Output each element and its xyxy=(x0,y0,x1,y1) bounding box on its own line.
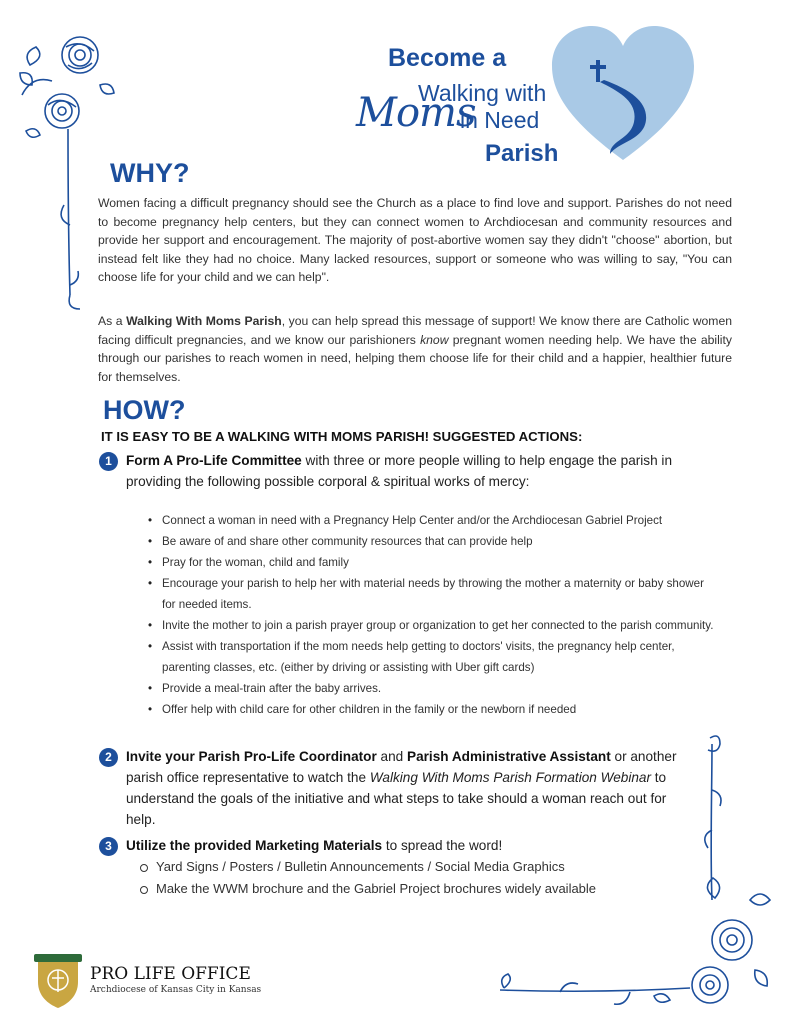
step-3-sub-list xyxy=(140,856,700,900)
step-1-bullet-item: • Connect a woman in need with a Pregnancy Help Center and/or the Archdiocesan Gabriel Project xyxy=(148,510,718,531)
title-become-a: Become a xyxy=(388,44,507,72)
step-1-bullet-item: • Be aware of and share other community resources that can provide help xyxy=(148,531,718,552)
step-3-sub-item: Make the WWM brochure and the Gabriel Project brochures widely available xyxy=(140,878,700,900)
pro-life-office-name: PRO LIFE OFFICE xyxy=(90,964,251,984)
step-1-bullet-item: • Offer help with child care for other children in the family or the newborn if needed xyxy=(148,699,718,720)
step-2-text: Invite your Parish Pro-Life Coordinator and Parish Administrative Assistant or another parish office representative to watch the Walking With Moms Parish Formation Webinar to understand the goals of the initiative and what steps to take should a woman reach out for help. xyxy=(126,749,677,827)
title-moms: Moms xyxy=(356,90,476,136)
walking-with-moms-parish-bold: Walking With Moms Parish xyxy=(126,314,282,328)
step-1-bullet-item: • Invite the mother to join a parish prayer group or organization to get her connected to the parish community. xyxy=(148,615,718,636)
title-walking-with: Walking with xyxy=(418,80,547,106)
title-in-need: in Need xyxy=(460,107,540,133)
step-1-number-badge: 1 xyxy=(99,452,118,471)
step-1-bullet-item: • Pray for the woman, child and family xyxy=(148,552,718,573)
step-3-text: Utilize the provided Marketing Materials to spread the word! xyxy=(126,838,503,853)
step-1-bullet-item: • Assist with transportation if the mom needs help getting to doctors' visits, the pregnancy help center, parenting classes, etc. (either by driving or assisting with Uber gift cards) xyxy=(148,636,718,678)
archdiocese-name: Archdiocese of Kansas City in Kansas xyxy=(90,985,262,995)
why-paragraph-2: As a Walking With Moms Parish, you can help spread this message of support! We know there are Catholic women facing difficult pregnancies, and we know our parishioners know pregnant women needing help. We have the ability through our parishes to reach women in need, helping them choose life for their child and a happier, healthier future for themselves. xyxy=(98,314,732,384)
title-parish: Parish xyxy=(485,140,559,167)
step-1-bullet-list xyxy=(148,510,718,720)
step-1-bullet-item: • Encourage your parish to help her with material needs by throwing the mother a maternity or baby shower for needed items. xyxy=(148,573,718,615)
heart-logo-icon xyxy=(548,22,698,172)
step-1-text: Form A Pro-Life Committee with three or more people willing to help engage the parish in providing the following possible corporal & spiritual works of mercy: xyxy=(126,453,673,489)
why-heading: WHY? xyxy=(110,158,190,188)
how-heading: HOW? xyxy=(103,395,186,425)
step-3-number-badge: 3 xyxy=(99,837,118,856)
step-3-sub-item: Yard Signs / Posters / Bulletin Announcements / Social Media Graphics xyxy=(140,856,700,878)
step-1-bullet-item: • Provide a meal-train after the baby arrives. xyxy=(148,678,718,699)
pro-life-shield-icon xyxy=(32,952,84,1010)
step-2-number-badge: 2 xyxy=(99,748,118,767)
why-paragraph-1: Women facing a difficult pregnancy should see the Church as a place to find love and support. Parishes do not need to become pregnancy help centers, but they can connect women to Archdiocesan and community resources and provide her support and encouragement. The majority of post-abortive women say they didn't "choose" abortion, but instead felt like they had no choice. Many lacked resources, support or someone who was willing to say, "You can choose life for your child and we can help". xyxy=(98,196,732,284)
how-subheading: IT IS EASY TO BE A WALKING WITH MOMS PARISH! SUGGESTED ACTIONS: xyxy=(101,429,583,444)
